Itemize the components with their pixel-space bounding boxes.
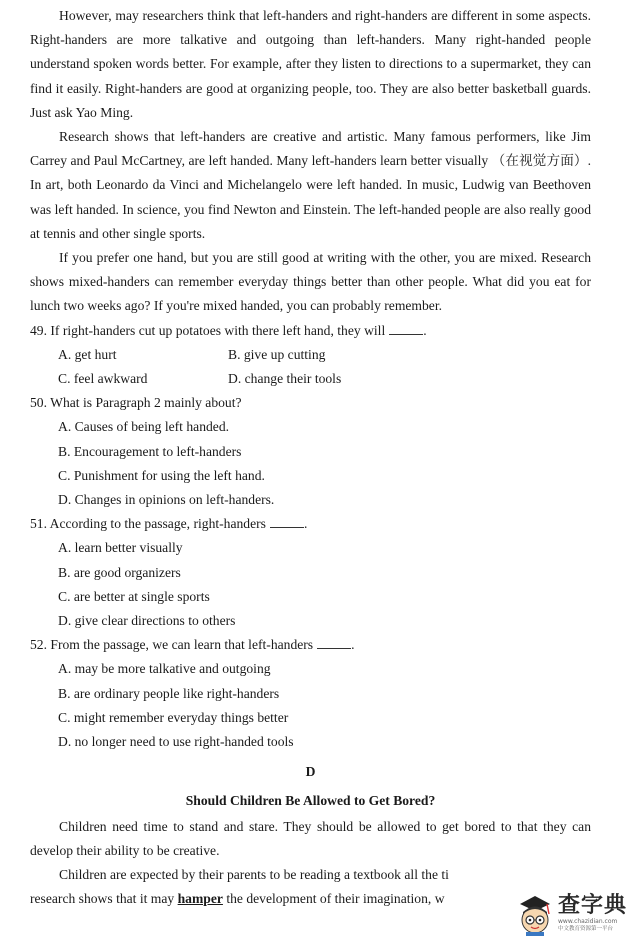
document-page <box>30 4 591 912</box>
option-a: A. get hurt <box>58 346 117 362</box>
keyword: hamper <box>177 891 223 907</box>
section-d-paragraph-2-cont <box>30 887 591 911</box>
option-b: B. are ordinary people like right-handers <box>58 685 280 701</box>
option-a: A. Causes of being left handed. <box>58 419 230 435</box>
question-end: . <box>423 322 427 338</box>
watermark-main: 查字典 <box>558 893 628 918</box>
mascot-icon <box>516 892 554 936</box>
question-49-stem: 49. If right-handers cut up potatoes with there left hand, they will <box>30 322 386 338</box>
question-51 <box>30 512 591 536</box>
option-b: B. are good organizers <box>58 564 181 580</box>
answer-blank <box>317 634 351 649</box>
option-d: D. Changes in opinions on left-handers. <box>58 492 275 508</box>
option-c: C. Punishment for using the left hand. <box>58 467 265 483</box>
question-end: . <box>351 637 355 653</box>
option-a: A. learn better visually <box>58 540 183 556</box>
option-d: D. give clear directions to others <box>58 613 236 629</box>
section-d-paragraph-1: Children need time to stand and stare. They should be allowed to get bored to that they can develop their ability to be creative. <box>30 818 591 858</box>
answer-blank <box>389 320 423 335</box>
option-a: A. may be more talkative and outgoing <box>58 661 271 677</box>
option-c: C. are better at single sports <box>58 588 210 604</box>
option-d: D. no longer need to use right-handed tools <box>58 734 294 750</box>
options-row <box>58 367 591 391</box>
section-letter: D <box>305 764 316 780</box>
question-52-stem: 52. From the passage, we can learn that left-handers <box>30 637 314 653</box>
question-52 <box>30 633 591 657</box>
watermark-text <box>558 894 627 933</box>
option-b: B. give up cutting <box>228 346 326 362</box>
watermark-url: www.chazidian.com <box>558 918 618 925</box>
section-d-paragraph-2 <box>30 863 591 887</box>
section-title: Should Children Be Allowed to Get Bored? <box>185 792 436 808</box>
question-51-stem: 51. According to the passage, right-handers <box>30 516 266 532</box>
paragraph-text: Children are expected by their parents to be reading a textbook all the ti <box>59 867 449 883</box>
option-c: C. might remember everyday things better <box>58 709 289 725</box>
question-50: 50. What is Paragraph 2 mainly about? <box>30 395 242 411</box>
answer-blank <box>270 513 304 528</box>
question-49 <box>30 319 591 343</box>
paragraph-3: If you prefer one hand, but you are still good at writing with the other, you are mixed. Research shows mixed-handers can remember everyday things better than other people. What did you eat for lunch two weeks ago? If you're mixed handed, you can probably remember. <box>30 250 591 314</box>
options-row <box>58 343 591 367</box>
watermark-logo <box>516 886 640 941</box>
question-end: . <box>303 516 308 532</box>
watermark-sub: 中文教育资源第一平台 <box>558 926 614 932</box>
option-d: D. change their tools <box>228 371 342 387</box>
option-b: B. Encouragement to left-handers <box>58 443 242 459</box>
paragraph-2: Research shows that left-handers are creative and artistic. Many famous performers, like Jim Carrey and Paul McCartney, are left handed. Many left-handers learn better visually （在视觉方面）. In art, both Leonardo da Vinci and Michelangelo were left handed. In music, Ludwig van Beethoven was left handed. In science, you find Newton and Einstein. The left-handed people are also really good at tennis and other single sports. <box>30 129 591 241</box>
paragraph-text: research shows that it may <box>30 891 178 907</box>
paragraph-1: However, may researchers think that left-handers and right-handers are different in some aspects. Right-handers are more talkative and outgoing than left-handers. Many right-handed people understand spoken words better. For example, after they listen to directions to a supermarket, they can find it easily. Right-handers are good at organizing people, too. They are also better basketball guards. Just ask Yao Ming. <box>30 8 591 120</box>
paragraph-text: the development of their imagination, w <box>222 891 445 907</box>
option-c: C. feel awkward <box>58 371 148 387</box>
